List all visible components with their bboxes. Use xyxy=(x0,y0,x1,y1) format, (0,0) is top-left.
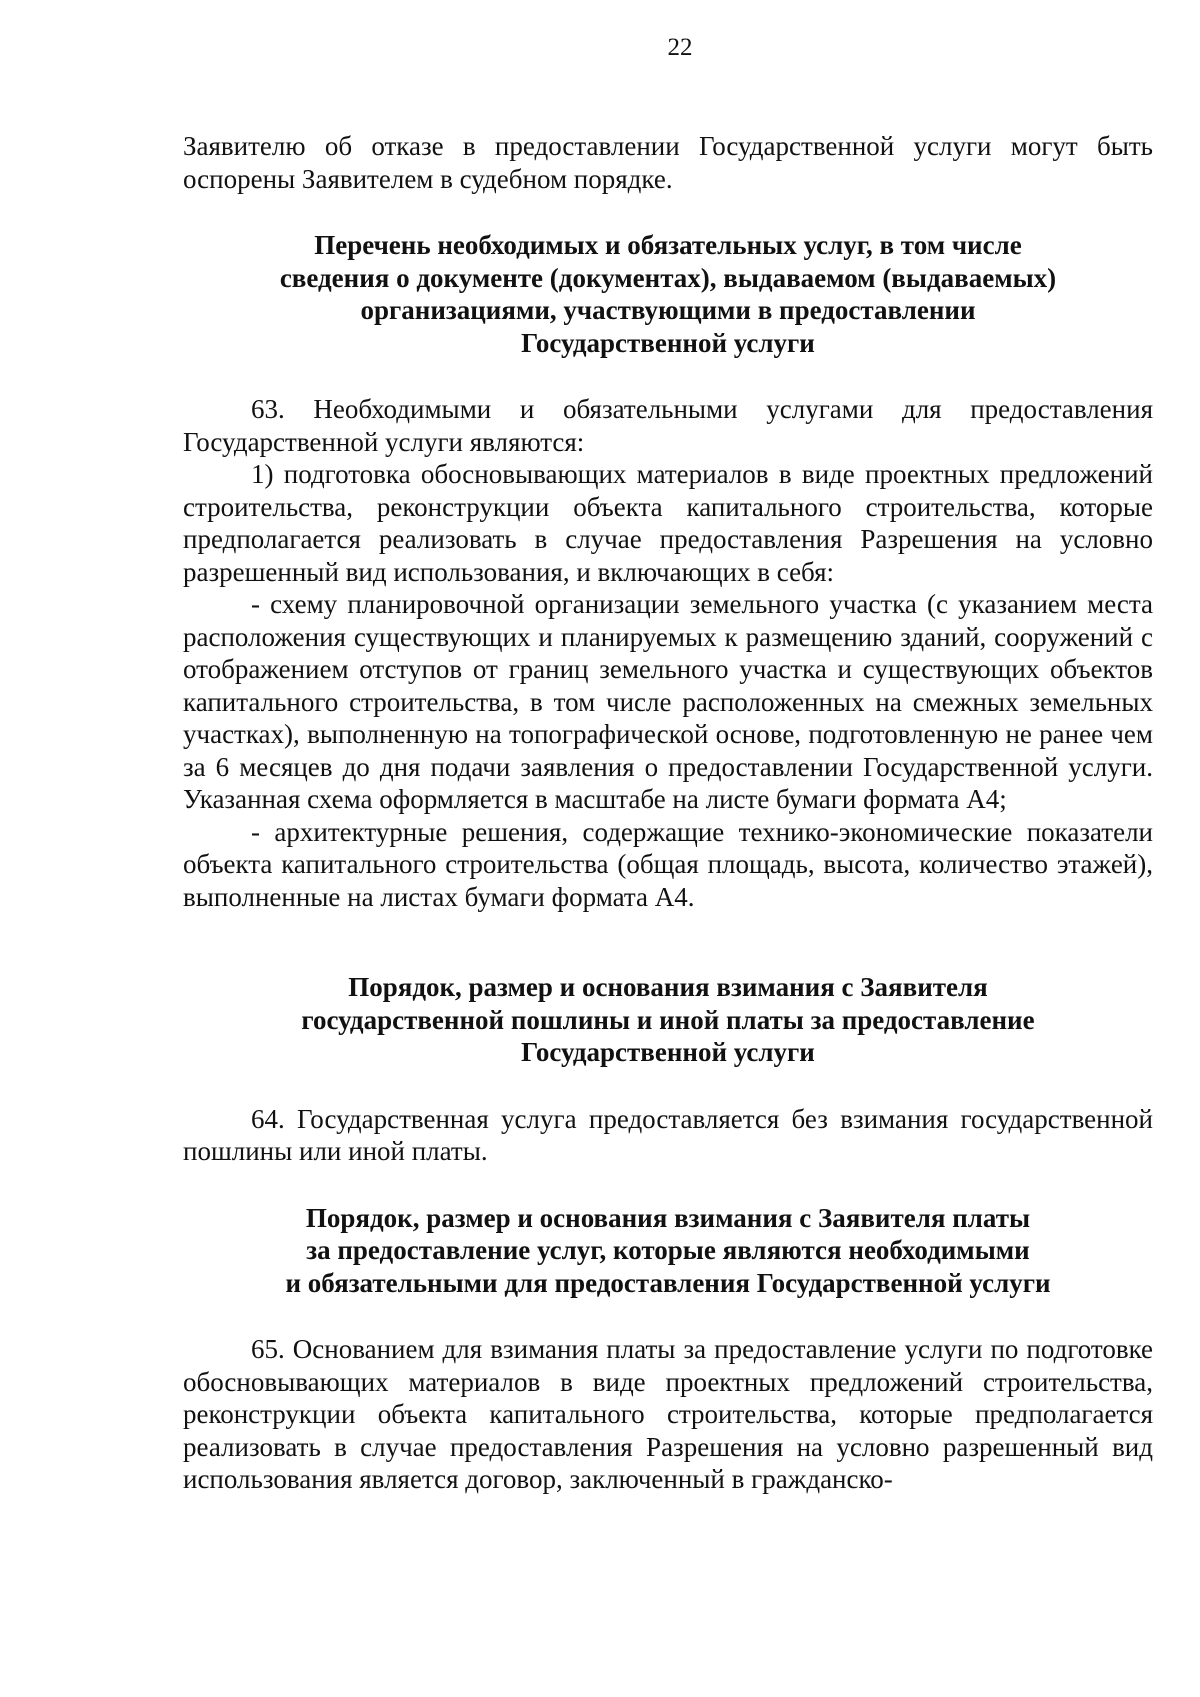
paragraph-63-bullet-architecture: - архитектурные решения, содержащие технико-экономические показатели объекта капитального строительства (общая площадь, высота, количество этажей), выполненные на листах бумаги формата А4. xyxy=(183,816,1153,912)
page-number: 22 xyxy=(667,34,693,61)
paragraph-63-item-1: 1) подготовка обосновывающих материалов в виде проектных предложений строительства, реконструкции объекта капитального строительства, которые предполагается реализовать в случае предоставления Разрешения на условно разрешенный вид использования, и включающих в себя: xyxy=(183,459,1153,587)
heading-line: Перечень необходимых и обязательных услуг, в том числе xyxy=(314,230,1022,260)
heading-line: Порядок, размер и основания взимания с Заявителя xyxy=(348,972,988,1002)
paragraph-continuation: Заявителю об отказе в предоставлении Государственной услуги могут быть оспорены Заявителем в судебном порядке. xyxy=(183,131,1153,194)
heading-line: Порядок, размер и основания взимания с Заявителя платы xyxy=(305,1202,1031,1233)
section-heading-required-services xyxy=(183,229,1153,359)
paragraph-63: 63. Необходимыми и обязательными услугами для предоставления Государственной услуги являются: xyxy=(183,394,1153,457)
paragraph-64: 64. Государственная услуга предоставляется без взимания государственной пошлины или иной платы. xyxy=(183,1103,1153,1166)
document-body xyxy=(183,130,1153,1496)
heading-line: Государственной услуги xyxy=(521,1037,815,1067)
paragraph-65: 65. Основанием для взимания платы за предоставление услуги по подготовке обосновывающих материалов в виде проектных предложений строительства, реконструкции объекта капитального строительства, которые предполагается реализовать в случае предоставления Разрешения на условно разрешенный вид использования является договор, заключенный в гражданско- xyxy=(183,1334,1153,1494)
heading-line: Государственной услуги xyxy=(521,327,815,358)
section-heading-service-fee xyxy=(183,1202,1153,1300)
heading-line: организациями, участвующими в предоставлении xyxy=(360,295,976,325)
heading-line: и обязательными для предоставления Государственной услуги xyxy=(285,1267,1051,1298)
heading-line: сведения о документе (документах), выдаваемом (выдаваемых) xyxy=(279,262,1057,293)
section-heading-state-fee xyxy=(183,971,1153,1069)
heading-line: за предоставление услуг, которые являются необходимыми xyxy=(306,1235,1030,1265)
heading-line: государственной пошлины и иной платы за предоставление xyxy=(301,1004,1035,1035)
paragraph-63-bullet-scheme: - схему планировочной организации земельного участка (с указанием места расположения существующих и планируемых к размещению зданий, сооружений с отображением отступов от границ земельного участка и существующих объектов капитального строительства, в том числе расположенных на смежных земельных участках), выполненную на топографической основе, подготовленную не ранее чем за 6 месяцев до дня подачи заявления о предоставлении Государственной услуги. Указанная схема оформляется в масштабе на листе бумаги формата А4; xyxy=(183,589,1153,814)
